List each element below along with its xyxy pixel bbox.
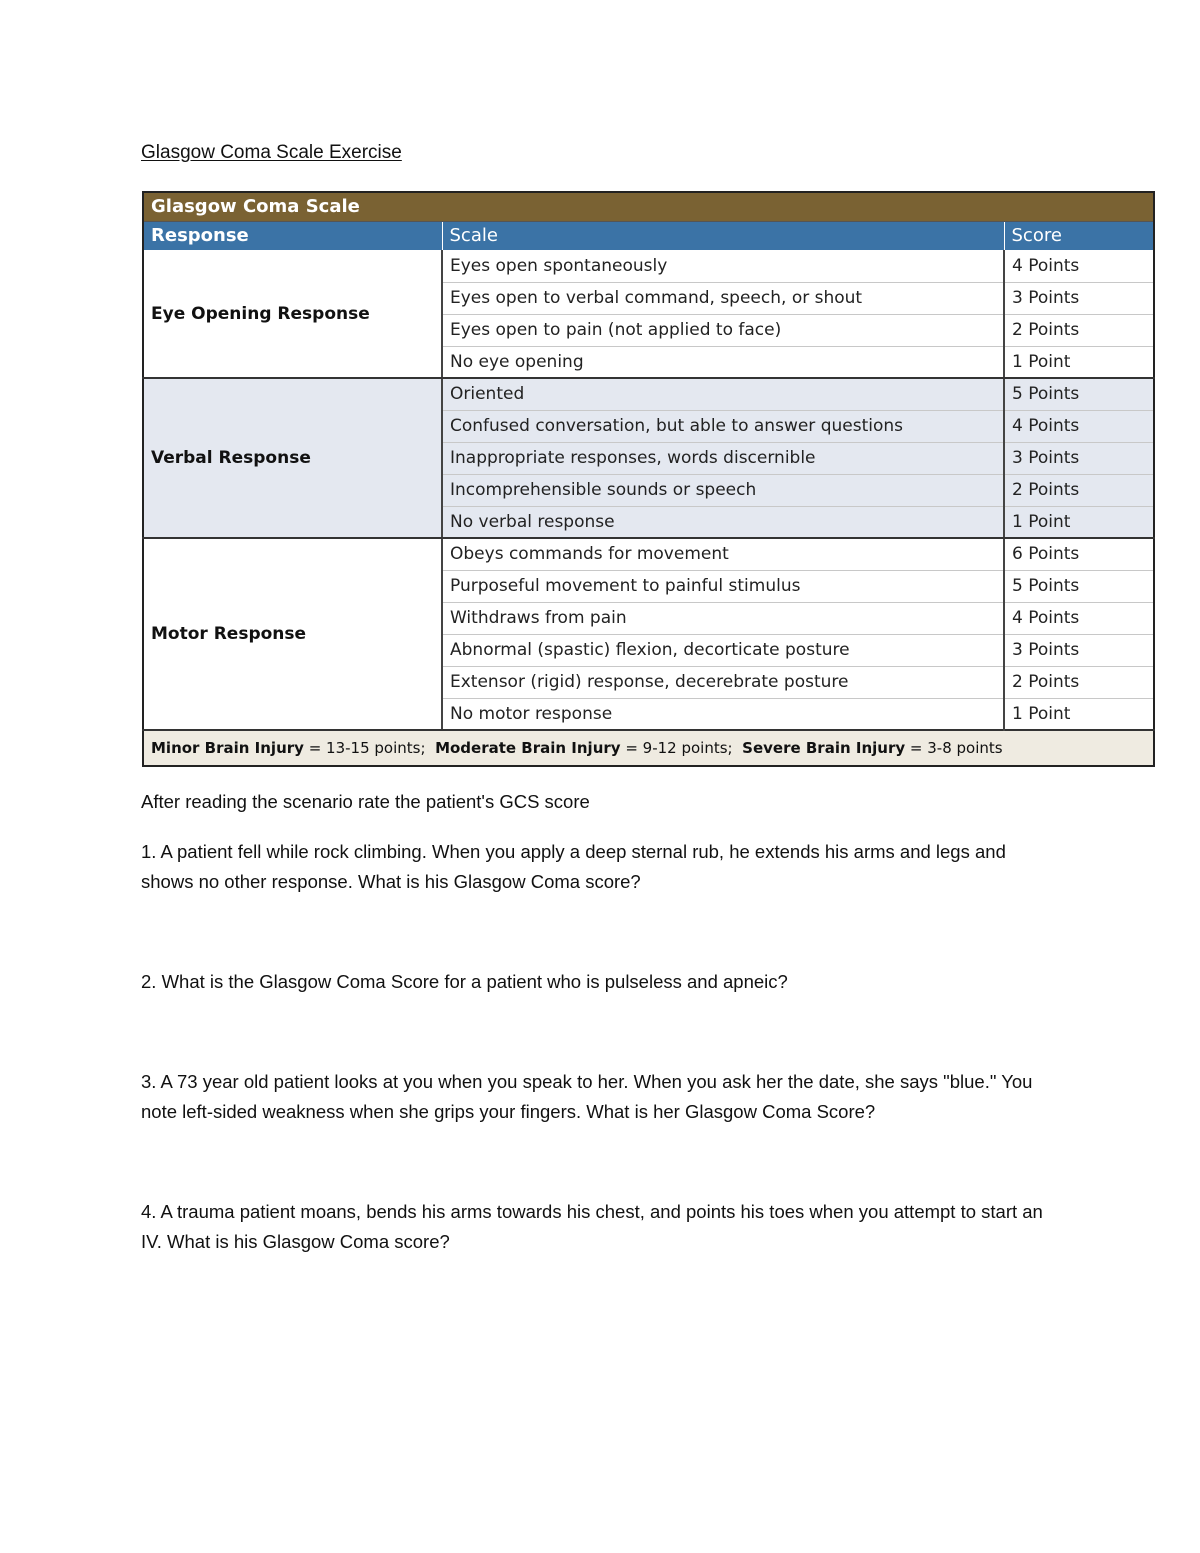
table-row [143, 378, 1154, 410]
score-cell: 1 Point [1004, 506, 1154, 538]
scale-cell: Eyes open spontaneously [442, 250, 1004, 282]
question-3: 3. A 73 year old patient looks at you when you speak to her. When you ask her the date, she says "blue." You note left-sided weakness when she grips your fingers. What is her Glasgow Coma Score? [141, 1071, 1033, 1122]
table-row [143, 250, 1154, 282]
scale-cell: Abnormal (spastic) flexion, decorticate posture [442, 634, 1004, 666]
scale-cell: Purposeful movement to painful stimulus [442, 570, 1004, 602]
table-header-row [143, 221, 1154, 250]
question-1: 1. A patient fell while rock climbing. When you apply a deep sternal rub, he extends his arms and legs and shows no other response. What is his Glasgow Coma score? [141, 841, 1006, 892]
score-cell: 4 Points [1004, 250, 1154, 282]
score-cell: 3 Points [1004, 282, 1154, 314]
score-cell: 2 Points [1004, 474, 1154, 506]
scale-cell: No verbal response [442, 506, 1004, 538]
score-cell: 2 Points [1004, 314, 1154, 346]
table-row [143, 538, 1154, 570]
header-score: Score [1004, 221, 1154, 250]
score-cell: 5 Points [1004, 378, 1154, 410]
scale-cell: No eye opening [442, 346, 1004, 378]
gcs-table [142, 191, 1155, 767]
response-eye-opening: Eye Opening Response [143, 250, 442, 378]
score-cell: 5 Points [1004, 570, 1154, 602]
scale-cell: Extensor (rigid) response, decerebrate posture [442, 666, 1004, 698]
header-response: Response [143, 221, 442, 250]
document-title: Glasgow Coma Scale Exercise [141, 142, 402, 163]
moderate-injury-label: Moderate Brain Injury [435, 739, 621, 757]
table-caption: Glasgow Coma Scale [143, 192, 1154, 221]
score-cell: 4 Points [1004, 602, 1154, 634]
table-caption-row [143, 192, 1154, 221]
score-cell: 2 Points [1004, 666, 1154, 698]
question-4: 4. A trauma patient moans, bends his arms towards his chest, and points his toes when you attempt to start an IV. What is his Glasgow Coma score? [141, 1201, 1043, 1252]
scale-cell: Obeys commands for movement [442, 538, 1004, 570]
minor-injury-label: Minor Brain Injury [151, 739, 304, 757]
scale-cell: Confused conversation, but able to answer questions [442, 410, 1004, 442]
question-2: 2. What is the Glasgow Coma Score for a patient who is pulseless and apneic? [141, 971, 788, 992]
score-cell: 3 Points [1004, 634, 1154, 666]
scale-cell: Eyes open to pain (not applied to face) [442, 314, 1004, 346]
scale-cell: No motor response [442, 698, 1004, 730]
scale-cell: Inappropriate responses, words discernible [442, 442, 1004, 474]
table-footer-row [143, 730, 1154, 766]
moderate-injury-value: = 9-12 points; [620, 739, 733, 757]
score-cell: 1 Point [1012, 703, 1071, 724]
response-verbal: Verbal Response [143, 378, 442, 538]
scale-cell: Incomprehensible sounds or speech [442, 474, 1004, 506]
score-cell: 1 Point [1004, 346, 1154, 378]
injury-severity-legend [143, 730, 1154, 766]
minor-injury-value: = 13-15 points; [303, 739, 426, 757]
scale-cell: Eyes open to verbal command, speech, or shout [442, 282, 1004, 314]
scale-cell: Withdraws from pain [442, 602, 1004, 634]
severe-injury-label: Severe Brain Injury [742, 739, 906, 757]
severe-injury-value: = 3-8 points [905, 739, 1003, 757]
header-scale: Scale [442, 221, 1004, 250]
score-cell: 6 Points [1004, 538, 1154, 570]
instructions: After reading the scenario rate the patient's GCS score [141, 791, 590, 812]
scale-cell: Oriented [442, 378, 1004, 410]
score-cell: 4 Points [1004, 410, 1154, 442]
score-cell: 3 Points [1004, 442, 1154, 474]
response-motor: Motor Response [143, 538, 442, 730]
